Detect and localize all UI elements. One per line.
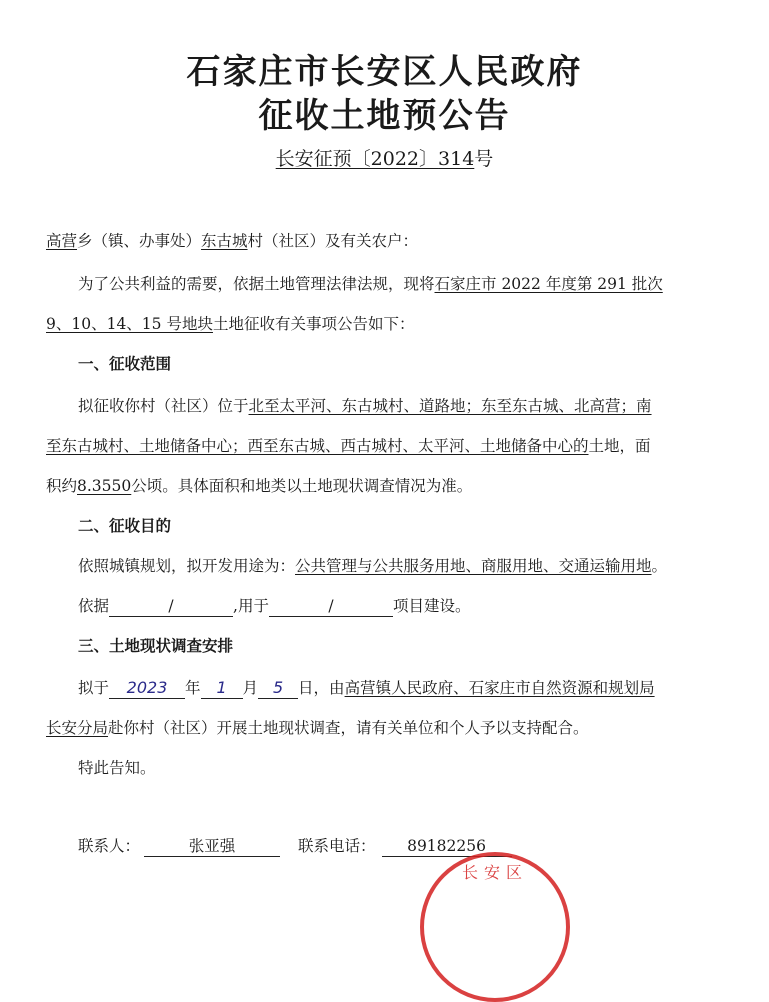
intro-plots: 9、10、14、15 号地块 [46,315,213,333]
section3-text-month: 月 [242,679,259,697]
survey-agency-branch: 长安分局 [46,719,109,737]
survey-month: 1 [201,678,243,699]
section1-text-1a: 拟征收你村（社区）位于 [78,397,249,415]
contact-phone-label: 联系电话： [298,837,376,855]
intro-line-1 [78,272,663,296]
survey-year: 2023 [109,678,185,699]
section2-text-1a: 依照城镇规划，拟开发用途为： [78,557,296,575]
contact-line [78,834,512,858]
section1-line-3 [46,474,472,498]
section2-text-2a: 依据 [78,597,110,615]
addressee-line [46,229,418,253]
section1-bounds-2: 至东古城村、土地储备中心；西至东古城、西古城村、太平河、土地储备中心的 [46,437,589,455]
section3-text-1a: 拟于 [78,679,110,697]
intro-line-2 [46,312,414,336]
section3-text-2b: 赴你村（社区）开展土地现状调查，请有关单位和个人予以支持配合。 [108,719,589,737]
section1-heading: 一、征收范围 [78,354,172,373]
contact-person: 张亚强 [144,836,280,857]
contact-phone: 89182256 [382,836,512,857]
section1-bounds-1: 北至太平河、东古城村、道路地；东至东古城、北高营；南 [248,397,652,415]
addressee-village: 东古城 [201,232,248,250]
doc-no-suffix: 号 [474,148,494,170]
section2-text-1c: 。 [651,557,668,575]
basis-blank: / [109,596,233,617]
addressee-text-2: 村（社区）及有关农户： [247,232,419,250]
title-line-1: 石家庄市长安区人民政府 [186,52,583,92]
section3-text-day: 日，由 [298,679,345,697]
doc-no-num: 314 [438,148,475,170]
official-seal [420,852,570,1002]
section3-text-year: 年 [185,679,201,697]
section1-line-2 [46,434,651,458]
project-blank: / [269,596,393,617]
section1-line-1 [78,394,652,418]
section2-line-2 [78,594,470,618]
section3-line-2 [46,716,589,740]
document-number [0,146,769,172]
section3-line-1 [78,676,655,700]
addressee-text-1: 乡（镇、办事处） [77,232,202,250]
intro-text-1a: 为了公共利益的需要，依据土地管理法律法规，现将 [78,275,435,293]
section2-line-1 [78,554,667,578]
title-line-2: 征收土地预公告 [258,96,511,136]
survey-day: 5 [258,678,298,699]
survey-agencies: 高营镇人民政府、石家庄市自然资源和规划局 [344,679,655,697]
intro-batch: 石家庄市 2022 年度第 291 批次 [434,275,663,293]
doc-no-prefix: 长安征预〔2022〕 [275,148,439,170]
section2-text-2b: ,用于 [233,597,269,615]
section2-usage: 公共管理与公共服务用地、商服用地、交通运输用地 [295,557,652,575]
closing-text: 特此告知。 [78,759,156,777]
section1-text-3c: 公顷。具体面积和地类以土地现状调查情况为准。 [131,477,473,495]
section3-heading: 三、土地现状调查安排 [78,636,234,655]
section1-text-3a: 积约 [46,477,78,495]
section1-area: 8.3550 [77,477,132,495]
addressee-township: 高营 [46,232,78,250]
section2-text-2c: 项目建设。 [392,597,471,615]
seal-text: 长安区 [461,863,528,882]
section2-heading: 二、征收目的 [78,516,172,535]
intro-text-2b: 土地征收有关事项公告如下： [212,315,415,333]
contact-person-label: 联系人： [78,837,141,855]
section1-text-2b: 土地，面 [588,437,651,455]
